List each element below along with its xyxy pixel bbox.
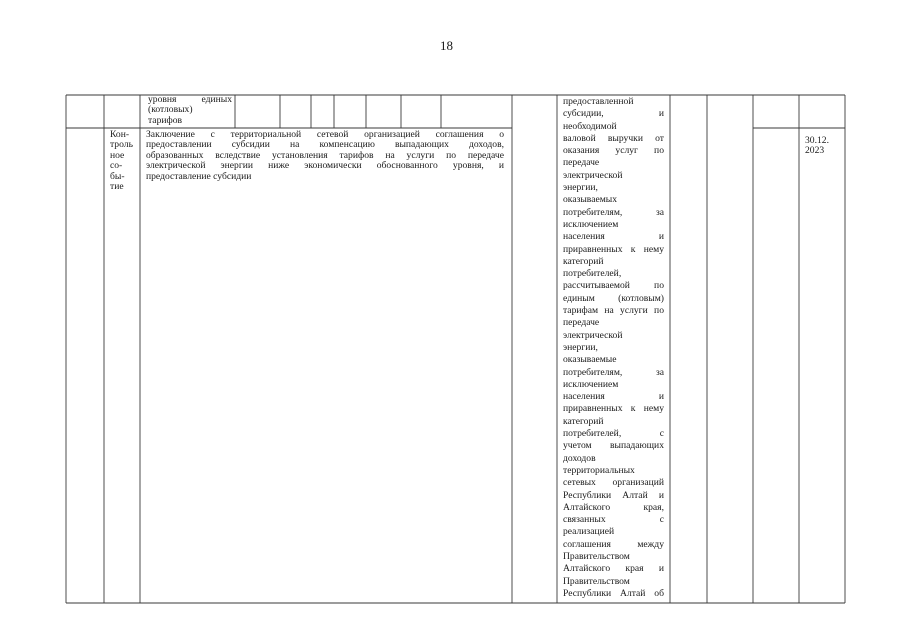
text-line: предоставлении субсидии на компенсацию выпадающих доходов, (146, 140, 504, 151)
indicator-line: электрической (563, 329, 623, 341)
indicator-line: реализацией (563, 526, 615, 538)
indicator-line: оказываемых (563, 194, 618, 206)
text-line: со- (110, 161, 123, 172)
indicator-line: Алтайского края и (563, 563, 664, 575)
indicator-line: исключением (563, 378, 619, 390)
indicator-line: Алтайского края, (563, 501, 664, 513)
indicator-line: потребителей, (563, 268, 622, 280)
indicator-line: населения и (563, 231, 664, 243)
text-line: Заключение с территориальной сетевой организацией соглашения о (146, 130, 504, 140)
indicator-line: категорий (563, 415, 604, 427)
text-line: тие (110, 181, 124, 192)
indicator-line: оказания услуг по (563, 145, 664, 157)
page-number: 18 (440, 38, 453, 53)
indicator-line: доходов (563, 452, 596, 464)
indicator-line: необходимой (563, 120, 617, 132)
indicator-line: Республики Алтай и (563, 489, 664, 501)
top-row-text (148, 95, 232, 126)
indicator-line: тарифам на услуги по (563, 305, 664, 317)
indicator-line: исключением (563, 218, 619, 230)
indicator-cell (563, 96, 664, 600)
text-line: уровня единых (148, 95, 232, 105)
indicator-line: рассчитываемой по (563, 280, 664, 292)
text-line: электрической энергии ниже экономически обоснованного уровня, и (146, 161, 504, 172)
text-line: ное (110, 150, 125, 161)
indicator-line: субсидии, и (563, 108, 664, 120)
indicator-line: электрической (563, 169, 623, 181)
indicator-line: категорий (563, 255, 604, 267)
indicator-line: потребителей, с (563, 428, 664, 440)
text-line: бы- (110, 171, 125, 182)
indicator-line: Правительством (563, 550, 630, 562)
indicator-line: передаче (563, 317, 600, 329)
indicator-line: соглашения между (563, 538, 664, 550)
event-type-cell (110, 130, 140, 192)
indicator-line: Правительством (563, 575, 630, 587)
indicator-line: единым (котловым) (563, 292, 664, 304)
indicator-line: передаче (563, 157, 600, 169)
indicator-line: населения и (563, 391, 664, 403)
indicator-line: валовой выручки от (563, 132, 664, 144)
indicator-line: связанных с (563, 514, 664, 526)
indicator-line: энергии, (563, 341, 598, 353)
indicator-line: предоставленной (563, 96, 634, 107)
deadline-date (805, 136, 843, 157)
indicator-line: оказываемые (563, 354, 617, 366)
text-line: тарифов (148, 115, 183, 126)
indicator-line: территориальных (563, 464, 635, 476)
text-line: (котловых) (148, 105, 193, 116)
text-line: образованных вследствие установления тарифов на услуги по передаче (146, 150, 504, 161)
text-line: предоставление субсидии (146, 171, 252, 182)
indicator-line: сетевых организаций (563, 477, 664, 489)
indicator-line: потребителям, за (563, 366, 664, 378)
indicator-line: потребителям, за (563, 206, 664, 218)
event-description (146, 130, 504, 182)
indicator-line: приравненных к нему (563, 243, 664, 255)
indicator-line: энергии, (563, 182, 598, 194)
indicator-line: учетом выпадающих (563, 440, 664, 452)
text-line: троль (110, 140, 133, 151)
text-line: 30.12. (805, 136, 829, 146)
indicator-line: Республики Алтай об (563, 587, 664, 599)
text-line: 2023 (805, 146, 825, 157)
indicator-line: приравненных к нему (563, 403, 664, 415)
text-line: Кон- (110, 130, 130, 140)
